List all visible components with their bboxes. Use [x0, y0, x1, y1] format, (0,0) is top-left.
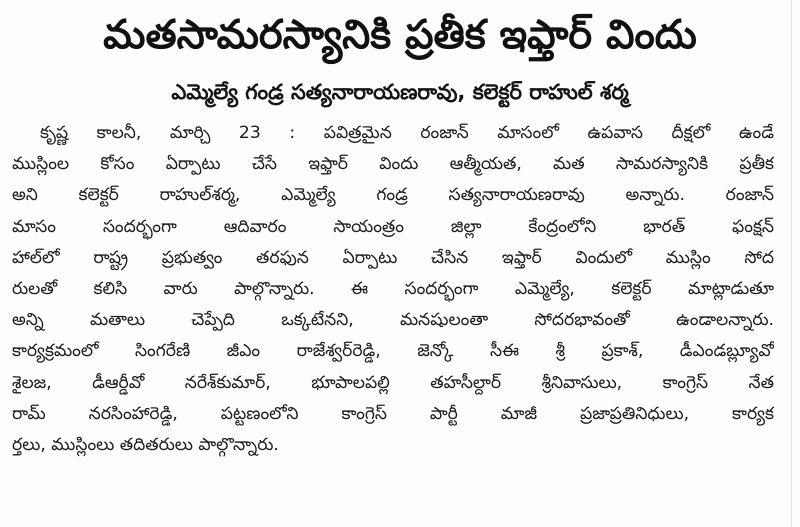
article-line: కార్యక్రమంలో సింగరేణి జీఎం రాజేశ్వర్‌రెడ్డి, జెన్కో సీఈ శ్రీ ప్రకాశ్, డీఎండబ్ల్యూవో [12, 341, 774, 362]
article-body [12, 118, 774, 461]
article-line: కృష్ణ కాలనీ, మార్చి 23 : పవిత్రమైన రంజాన్ మాసంలో ఉపవాస దీక్షలో ఉండే [40, 123, 774, 143]
article-line: మాసం సందర్భంగా ఆదివారం సాయంత్రం జిల్లా కేంద్రంలోని భారత్ ఫంక్షన్ [12, 216, 774, 237]
subheadline: ఎమ్మెల్యే గండ్ర సత్యనారాయణరావు, కలెక్టర్ రాహుల్ శర్మ [171, 80, 629, 104]
article-line: శైలజ, డీఆర్డీవో నరేశ్‌కుమార్, భూపాలపల్లి తహసీల్దార్ శ్రీనివాసులు, కాంగ్రెస్ నేత [12, 372, 774, 393]
article-line: రామ్ నరసింహారెడ్డి, పట్టణంలోని కాంగ్రెస్ పార్టీ మాజీ ప్రజాప్రతినిధులు, కార్యక [12, 403, 774, 424]
article-line: ముస్లింల కోసం ఏర్పాటు చేసే ఇఫ్తార్ విందు ఆత్మీయత, మత సామరస్యానికి ప్రతీక [12, 154, 774, 175]
column-edge-divider [791, 0, 792, 527]
article-line: అని కలెక్టర్ రాహుల్‌శర్మ, ఎమ్మెల్యే గండ్ర సత్యనారాయణరావు అన్నారు. రంజాన్ [12, 185, 774, 206]
article-line: ర్తలు, ముస్లింలు తదితరులు పాల్గొన్నారు. [12, 434, 279, 455]
article-line: రులతో కలిసి వారు పాల్గొన్నారు. ఈ సందర్భంగా ఎమ్మెల్యే, కలెక్టర్ మాట్లాడుతూ [12, 278, 774, 299]
article-line: హాల్‌లో రాష్ట్ర ప్రభుత్వం తరఫున ఏర్పాటు చేసిన ఇఫ్తార్ విందులో ముస్లిం సోద [12, 247, 774, 268]
article-line: అన్ని మతాలు చెప్పేది ఒక్కటేనని, మనషులంతా సోదరభావంతో ఉండాలన్నారు. [12, 310, 774, 331]
headline: మతసామరస్యానికి ప్రతీక ఇఫ్తార్ విందు [103, 12, 697, 58]
